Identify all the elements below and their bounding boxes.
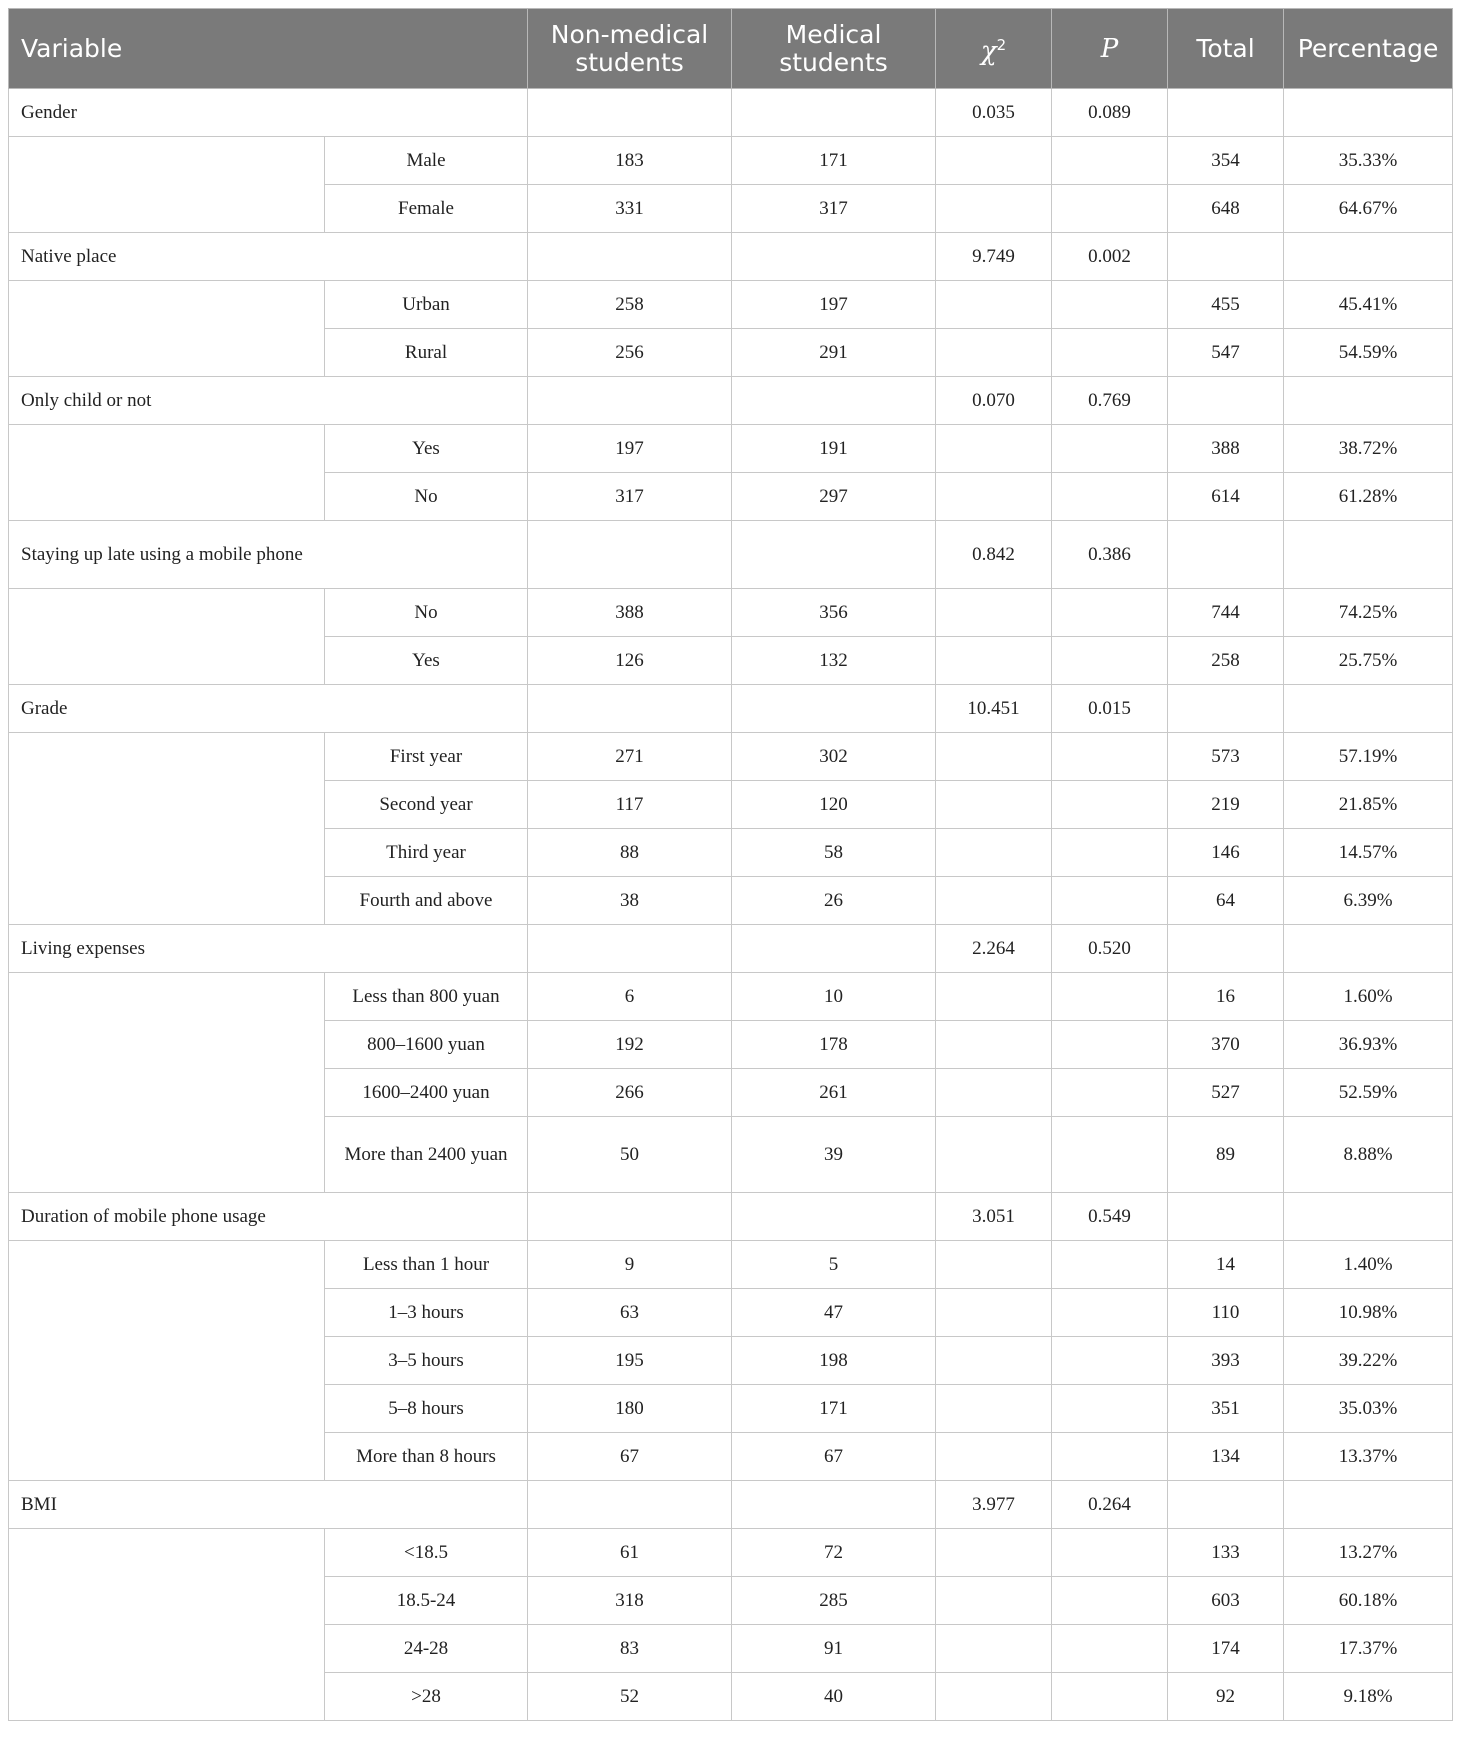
group-row bbox=[9, 925, 1453, 973]
group-label: Living expenses bbox=[9, 925, 528, 973]
empty-cell bbox=[936, 733, 1052, 781]
empty-cell bbox=[1284, 233, 1453, 281]
empty-cell bbox=[528, 1193, 732, 1241]
table-row bbox=[9, 137, 1453, 185]
empty-cell bbox=[732, 521, 936, 589]
non-medical-cell: 50 bbox=[528, 1117, 732, 1193]
table-row bbox=[9, 1241, 1453, 1289]
non-medical-cell: 180 bbox=[528, 1385, 732, 1433]
empty-cell bbox=[528, 233, 732, 281]
empty-cell bbox=[1052, 1385, 1168, 1433]
group-row bbox=[9, 1481, 1453, 1529]
medical-cell: 5 bbox=[732, 1241, 936, 1289]
total-cell: 388 bbox=[1168, 425, 1284, 473]
group-row bbox=[9, 233, 1453, 281]
percentage-cell: 35.33% bbox=[1284, 137, 1453, 185]
medical-cell: 178 bbox=[732, 1021, 936, 1069]
medical-cell: 58 bbox=[732, 829, 936, 877]
percentage-cell: 52.59% bbox=[1284, 1069, 1453, 1117]
empty-cell bbox=[936, 1385, 1052, 1433]
empty-cell bbox=[1052, 1433, 1168, 1481]
non-medical-cell: 61 bbox=[528, 1529, 732, 1577]
non-medical-cell: 318 bbox=[528, 1577, 732, 1625]
table-row bbox=[9, 1529, 1453, 1577]
empty-cell bbox=[936, 637, 1052, 685]
empty-cell bbox=[936, 1529, 1052, 1577]
table-row bbox=[9, 281, 1453, 329]
chi-square-value: 3.051 bbox=[936, 1193, 1052, 1241]
medical-cell: 40 bbox=[732, 1673, 936, 1721]
header-medical: Medical students bbox=[732, 9, 936, 89]
group-label: BMI bbox=[9, 1481, 528, 1529]
percentage-cell: 74.25% bbox=[1284, 589, 1453, 637]
empty-cell bbox=[1284, 521, 1453, 589]
empty-cell bbox=[1052, 1625, 1168, 1673]
group-label: Duration of mobile phone usage bbox=[9, 1193, 528, 1241]
empty-cell bbox=[936, 589, 1052, 637]
empty-cell bbox=[528, 1481, 732, 1529]
empty-cell bbox=[732, 233, 936, 281]
percentage-cell: 39.22% bbox=[1284, 1337, 1453, 1385]
total-cell: 258 bbox=[1168, 637, 1284, 685]
total-cell: 370 bbox=[1168, 1021, 1284, 1069]
p-value: 0.549 bbox=[1052, 1193, 1168, 1241]
empty-cell bbox=[936, 1117, 1052, 1193]
empty-cell bbox=[936, 1289, 1052, 1337]
empty-cell bbox=[1052, 137, 1168, 185]
non-medical-cell: 63 bbox=[528, 1289, 732, 1337]
empty-cell bbox=[1052, 733, 1168, 781]
percentage-cell: 8.88% bbox=[1284, 1117, 1453, 1193]
category-cell: No bbox=[325, 589, 528, 637]
medical-cell: 26 bbox=[732, 877, 936, 925]
non-medical-cell: 52 bbox=[528, 1673, 732, 1721]
p-value: 0.769 bbox=[1052, 377, 1168, 425]
non-medical-cell: 88 bbox=[528, 829, 732, 877]
percentage-cell: 6.39% bbox=[1284, 877, 1453, 925]
group-row bbox=[9, 521, 1453, 589]
category-cell: 800–1600 yuan bbox=[325, 1021, 528, 1069]
medical-cell: 39 bbox=[732, 1117, 936, 1193]
non-medical-cell: 192 bbox=[528, 1021, 732, 1069]
chi-square-value: 0.070 bbox=[936, 377, 1052, 425]
p-value: 0.386 bbox=[1052, 521, 1168, 589]
empty-cell bbox=[1052, 425, 1168, 473]
category-cell: Second year bbox=[325, 781, 528, 829]
percentage-cell: 13.37% bbox=[1284, 1433, 1453, 1481]
empty-cell bbox=[936, 1069, 1052, 1117]
non-medical-cell: 256 bbox=[528, 329, 732, 377]
total-cell: 648 bbox=[1168, 185, 1284, 233]
medical-cell: 291 bbox=[732, 329, 936, 377]
p-value: 0.520 bbox=[1052, 925, 1168, 973]
medical-cell: 317 bbox=[732, 185, 936, 233]
empty-cell bbox=[1168, 685, 1284, 733]
table-container bbox=[8, 8, 1452, 1721]
empty-cell bbox=[9, 137, 325, 233]
empty-cell bbox=[1168, 1193, 1284, 1241]
total-cell: 393 bbox=[1168, 1337, 1284, 1385]
empty-cell bbox=[1052, 1337, 1168, 1385]
total-cell: 134 bbox=[1168, 1433, 1284, 1481]
category-cell: No bbox=[325, 473, 528, 521]
header-p bbox=[1052, 9, 1168, 89]
empty-cell bbox=[936, 1433, 1052, 1481]
non-medical-cell: 258 bbox=[528, 281, 732, 329]
percentage-cell: 21.85% bbox=[1284, 781, 1453, 829]
empty-cell bbox=[1052, 877, 1168, 925]
header-variable: Variable bbox=[9, 9, 528, 89]
group-row bbox=[9, 685, 1453, 733]
p-value: 0.015 bbox=[1052, 685, 1168, 733]
empty-cell bbox=[1052, 1241, 1168, 1289]
total-cell: 133 bbox=[1168, 1529, 1284, 1577]
empty-cell bbox=[732, 685, 936, 733]
table-row bbox=[9, 973, 1453, 1021]
header-total: Total bbox=[1168, 9, 1284, 89]
total-cell: 14 bbox=[1168, 1241, 1284, 1289]
empty-cell bbox=[9, 425, 325, 521]
empty-cell bbox=[1052, 781, 1168, 829]
medical-cell: 91 bbox=[732, 1625, 936, 1673]
empty-cell bbox=[9, 973, 325, 1193]
empty-cell bbox=[1284, 1481, 1453, 1529]
non-medical-cell: 271 bbox=[528, 733, 732, 781]
empty-cell bbox=[1052, 589, 1168, 637]
empty-cell bbox=[1168, 925, 1284, 973]
empty-cell bbox=[1052, 1673, 1168, 1721]
header-chi-square bbox=[936, 9, 1052, 89]
category-cell: >28 bbox=[325, 1673, 528, 1721]
empty-cell bbox=[732, 89, 936, 137]
total-cell: 527 bbox=[1168, 1069, 1284, 1117]
medical-cell: 191 bbox=[732, 425, 936, 473]
category-cell: Male bbox=[325, 137, 528, 185]
medical-cell: 72 bbox=[732, 1529, 936, 1577]
total-cell: 573 bbox=[1168, 733, 1284, 781]
medical-cell: 297 bbox=[732, 473, 936, 521]
category-cell: 1–3 hours bbox=[325, 1289, 528, 1337]
total-cell: 219 bbox=[1168, 781, 1284, 829]
non-medical-cell: 9 bbox=[528, 1241, 732, 1289]
medical-cell: 198 bbox=[732, 1337, 936, 1385]
non-medical-cell: 183 bbox=[528, 137, 732, 185]
empty-cell bbox=[936, 185, 1052, 233]
empty-cell bbox=[936, 1337, 1052, 1385]
header-non-medical: Non-medical students bbox=[528, 9, 732, 89]
empty-cell bbox=[936, 781, 1052, 829]
empty-cell bbox=[1168, 1481, 1284, 1529]
percentage-cell: 57.19% bbox=[1284, 733, 1453, 781]
medical-cell: 261 bbox=[732, 1069, 936, 1117]
header-percentage: Percentage bbox=[1284, 9, 1453, 89]
empty-cell bbox=[528, 685, 732, 733]
empty-cell bbox=[936, 973, 1052, 1021]
empty-cell bbox=[1284, 685, 1453, 733]
empty-cell bbox=[9, 589, 325, 685]
non-medical-cell: 197 bbox=[528, 425, 732, 473]
chi-square-value: 0.842 bbox=[936, 521, 1052, 589]
chi-square-value: 10.451 bbox=[936, 685, 1052, 733]
non-medical-cell: 83 bbox=[528, 1625, 732, 1673]
percentage-cell: 1.40% bbox=[1284, 1241, 1453, 1289]
empty-cell bbox=[1168, 233, 1284, 281]
group-label: Staying up late using a mobile phone bbox=[9, 521, 528, 589]
empty-cell bbox=[1052, 1577, 1168, 1625]
group-row bbox=[9, 89, 1453, 137]
chi-superscript: 2 bbox=[996, 36, 1007, 55]
total-cell: 92 bbox=[1168, 1673, 1284, 1721]
empty-cell bbox=[1052, 637, 1168, 685]
empty-cell bbox=[936, 1673, 1052, 1721]
category-cell: Less than 1 hour bbox=[325, 1241, 528, 1289]
group-label: Native place bbox=[9, 233, 528, 281]
category-cell: More than 8 hours bbox=[325, 1433, 528, 1481]
empty-cell bbox=[936, 1577, 1052, 1625]
non-medical-cell: 317 bbox=[528, 473, 732, 521]
category-cell: More than 2400 yuan bbox=[325, 1117, 528, 1193]
empty-cell bbox=[9, 1241, 325, 1481]
empty-cell bbox=[528, 377, 732, 425]
medical-cell: 197 bbox=[732, 281, 936, 329]
empty-cell bbox=[1052, 973, 1168, 1021]
non-medical-cell: 6 bbox=[528, 973, 732, 1021]
p-value: 0.264 bbox=[1052, 1481, 1168, 1529]
percentage-cell: 64.67% bbox=[1284, 185, 1453, 233]
category-cell: Rural bbox=[325, 329, 528, 377]
table-row bbox=[9, 425, 1453, 473]
data-table bbox=[8, 8, 1453, 1721]
empty-cell bbox=[1052, 1289, 1168, 1337]
medical-cell: 10 bbox=[732, 973, 936, 1021]
chi-square-value: 0.035 bbox=[936, 89, 1052, 137]
category-cell: Less than 800 yuan bbox=[325, 973, 528, 1021]
empty-cell bbox=[732, 925, 936, 973]
empty-cell bbox=[1052, 281, 1168, 329]
chi-square-value: 3.977 bbox=[936, 1481, 1052, 1529]
chi-square-value: 2.264 bbox=[936, 925, 1052, 973]
empty-cell bbox=[936, 329, 1052, 377]
empty-cell bbox=[528, 925, 732, 973]
medical-cell: 67 bbox=[732, 1433, 936, 1481]
category-cell: 18.5-24 bbox=[325, 1577, 528, 1625]
category-cell: 1600–2400 yuan bbox=[325, 1069, 528, 1117]
medical-cell: 47 bbox=[732, 1289, 936, 1337]
empty-cell bbox=[1052, 1117, 1168, 1193]
empty-cell bbox=[1284, 925, 1453, 973]
empty-cell bbox=[1168, 89, 1284, 137]
percentage-cell: 14.57% bbox=[1284, 829, 1453, 877]
medical-cell: 356 bbox=[732, 589, 936, 637]
empty-cell bbox=[936, 425, 1052, 473]
non-medical-cell: 126 bbox=[528, 637, 732, 685]
group-label: Gender bbox=[9, 89, 528, 137]
category-cell: 3–5 hours bbox=[325, 1337, 528, 1385]
empty-cell bbox=[936, 1241, 1052, 1289]
non-medical-cell: 38 bbox=[528, 877, 732, 925]
medical-cell: 132 bbox=[732, 637, 936, 685]
category-cell: First year bbox=[325, 733, 528, 781]
group-row bbox=[9, 377, 1453, 425]
empty-cell bbox=[1168, 521, 1284, 589]
category-cell: Fourth and above bbox=[325, 877, 528, 925]
percentage-cell: 38.72% bbox=[1284, 425, 1453, 473]
empty-cell bbox=[1052, 473, 1168, 521]
empty-cell bbox=[9, 733, 325, 925]
empty-cell bbox=[9, 1529, 325, 1721]
empty-cell bbox=[528, 89, 732, 137]
empty-cell bbox=[936, 829, 1052, 877]
empty-cell bbox=[732, 1481, 936, 1529]
total-cell: 547 bbox=[1168, 329, 1284, 377]
category-cell: 5–8 hours bbox=[325, 1385, 528, 1433]
empty-cell bbox=[732, 1193, 936, 1241]
empty-cell bbox=[9, 281, 325, 377]
p-symbol: P bbox=[1100, 33, 1119, 64]
chi-symbol: χ bbox=[980, 36, 997, 67]
empty-cell bbox=[936, 1021, 1052, 1069]
group-label: Only child or not bbox=[9, 377, 528, 425]
empty-cell bbox=[1052, 1529, 1168, 1577]
percentage-cell: 45.41% bbox=[1284, 281, 1453, 329]
group-label: Grade bbox=[9, 685, 528, 733]
empty-cell bbox=[1052, 185, 1168, 233]
empty-cell bbox=[936, 281, 1052, 329]
empty-cell bbox=[732, 377, 936, 425]
medical-cell: 171 bbox=[732, 1385, 936, 1433]
percentage-cell: 1.60% bbox=[1284, 973, 1453, 1021]
category-cell: Yes bbox=[325, 637, 528, 685]
empty-cell bbox=[936, 137, 1052, 185]
total-cell: 174 bbox=[1168, 1625, 1284, 1673]
table-body bbox=[9, 89, 1453, 1721]
medical-cell: 285 bbox=[732, 1577, 936, 1625]
total-cell: 603 bbox=[1168, 1577, 1284, 1625]
p-value: 0.002 bbox=[1052, 233, 1168, 281]
empty-cell bbox=[1052, 329, 1168, 377]
percentage-cell: 36.93% bbox=[1284, 1021, 1453, 1069]
empty-cell bbox=[936, 473, 1052, 521]
total-cell: 351 bbox=[1168, 1385, 1284, 1433]
non-medical-cell: 388 bbox=[528, 589, 732, 637]
percentage-cell: 25.75% bbox=[1284, 637, 1453, 685]
empty-cell bbox=[936, 1625, 1052, 1673]
empty-cell bbox=[1284, 89, 1453, 137]
empty-cell bbox=[1284, 1193, 1453, 1241]
non-medical-cell: 67 bbox=[528, 1433, 732, 1481]
total-cell: 354 bbox=[1168, 137, 1284, 185]
percentage-cell: 10.98% bbox=[1284, 1289, 1453, 1337]
table-header bbox=[9, 9, 1453, 89]
total-cell: 64 bbox=[1168, 877, 1284, 925]
non-medical-cell: 331 bbox=[528, 185, 732, 233]
percentage-cell: 9.18% bbox=[1284, 1673, 1453, 1721]
category-cell: 24-28 bbox=[325, 1625, 528, 1673]
medical-cell: 171 bbox=[732, 137, 936, 185]
empty-cell bbox=[936, 877, 1052, 925]
empty-cell bbox=[528, 521, 732, 589]
medical-cell: 302 bbox=[732, 733, 936, 781]
category-cell: Urban bbox=[325, 281, 528, 329]
percentage-cell: 17.37% bbox=[1284, 1625, 1453, 1673]
percentage-cell: 54.59% bbox=[1284, 329, 1453, 377]
table-row bbox=[9, 733, 1453, 781]
p-value: 0.089 bbox=[1052, 89, 1168, 137]
percentage-cell: 13.27% bbox=[1284, 1529, 1453, 1577]
category-cell: <18.5 bbox=[325, 1529, 528, 1577]
total-cell: 455 bbox=[1168, 281, 1284, 329]
empty-cell bbox=[1052, 1069, 1168, 1117]
medical-cell: 120 bbox=[732, 781, 936, 829]
total-cell: 110 bbox=[1168, 1289, 1284, 1337]
non-medical-cell: 117 bbox=[528, 781, 732, 829]
total-cell: 16 bbox=[1168, 973, 1284, 1021]
empty-cell bbox=[1284, 377, 1453, 425]
empty-cell bbox=[1052, 829, 1168, 877]
total-cell: 614 bbox=[1168, 473, 1284, 521]
category-cell: Third year bbox=[325, 829, 528, 877]
chi-square-value: 9.749 bbox=[936, 233, 1052, 281]
percentage-cell: 60.18% bbox=[1284, 1577, 1453, 1625]
total-cell: 744 bbox=[1168, 589, 1284, 637]
group-row bbox=[9, 1193, 1453, 1241]
category-cell: Yes bbox=[325, 425, 528, 473]
percentage-cell: 61.28% bbox=[1284, 473, 1453, 521]
percentage-cell: 35.03% bbox=[1284, 1385, 1453, 1433]
non-medical-cell: 266 bbox=[528, 1069, 732, 1117]
category-cell: Female bbox=[325, 185, 528, 233]
table-row bbox=[9, 589, 1453, 637]
empty-cell bbox=[1052, 1021, 1168, 1069]
total-cell: 89 bbox=[1168, 1117, 1284, 1193]
non-medical-cell: 195 bbox=[528, 1337, 732, 1385]
empty-cell bbox=[1168, 377, 1284, 425]
total-cell: 146 bbox=[1168, 829, 1284, 877]
